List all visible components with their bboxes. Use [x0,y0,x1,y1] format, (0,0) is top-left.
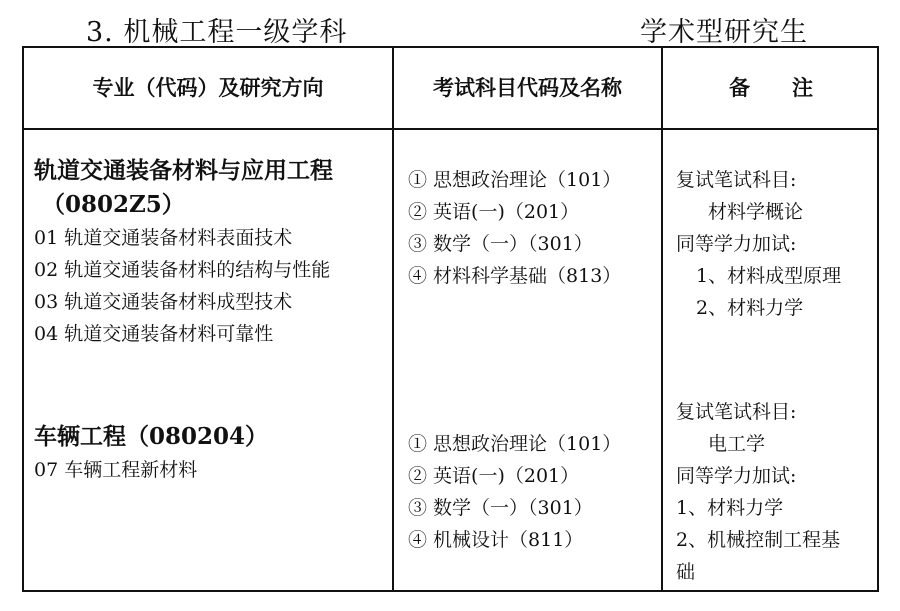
research-direction: 07 车辆工程新材料 [34,459,198,481]
exam-subject: ② 英语(一)（201） [408,465,580,487]
major-cell-2 [34,420,268,486]
curriculum-table [22,46,879,592]
major-name: 轨道交通装备材料与应用工程 [34,157,333,184]
research-direction: 04 轨道交通装备材料可靠性 [34,323,274,345]
major-code: （0802Z5） [42,191,185,218]
extra-test-label: 同等学力加试: [676,233,797,255]
header-divider [24,128,877,130]
retest-subject: 电工学 [708,433,766,455]
header-notes: 备 注 [729,75,813,100]
retest-label: 复试笔试科目: [676,401,797,423]
header-exams: 考试科目代码及名称 [433,75,622,100]
retest-label: 复试笔试科目: [676,169,797,191]
research-direction: 03 轨道交通装备材料成型技术 [34,291,293,313]
major-cell-1 [34,154,333,350]
extra-test-label: 同等学力加试: [676,465,797,487]
notes-cell-2 [676,396,840,588]
exam-subject: ③ 数学（一）（301） [408,497,593,519]
exams-cell-2 [408,428,621,556]
exam-subject: ① 思想政治理论（101） [408,433,622,455]
program-type-title: 学术型研究生 [640,17,808,48]
research-direction: 01 轨道交通装备材料表面技术 [34,227,293,249]
notes-cell-1 [676,164,841,324]
exams-cell-1 [408,164,621,292]
exam-subject: ④ 机械设计（811） [408,529,584,551]
extra-test-item: 础 [676,561,696,583]
section-title: 3. 机械工程一级学科 [86,17,348,48]
retest-subject: 材料学概论 [708,201,804,223]
exam-subject: ② 英语(一)（201） [408,201,580,223]
exam-subject: ④ 材料科学基础（813） [408,265,622,287]
extra-test-item: 2、机械控制工程基 [676,529,841,551]
extra-test-item: 2、材料力学 [696,297,804,319]
extra-test-item: 1、材料成型原理 [696,265,842,287]
exam-subject: ① 思想政治理论（101） [408,169,622,191]
major-name: 车辆工程（080204） [34,423,269,450]
extra-test-item: 1、材料力学 [676,497,784,519]
header-major: 专业（代码）及研究方向 [92,75,324,100]
exam-subject: ③ 数学（一）（301） [408,233,593,255]
research-direction: 02 轨道交通装备材料的结构与性能 [34,259,331,281]
